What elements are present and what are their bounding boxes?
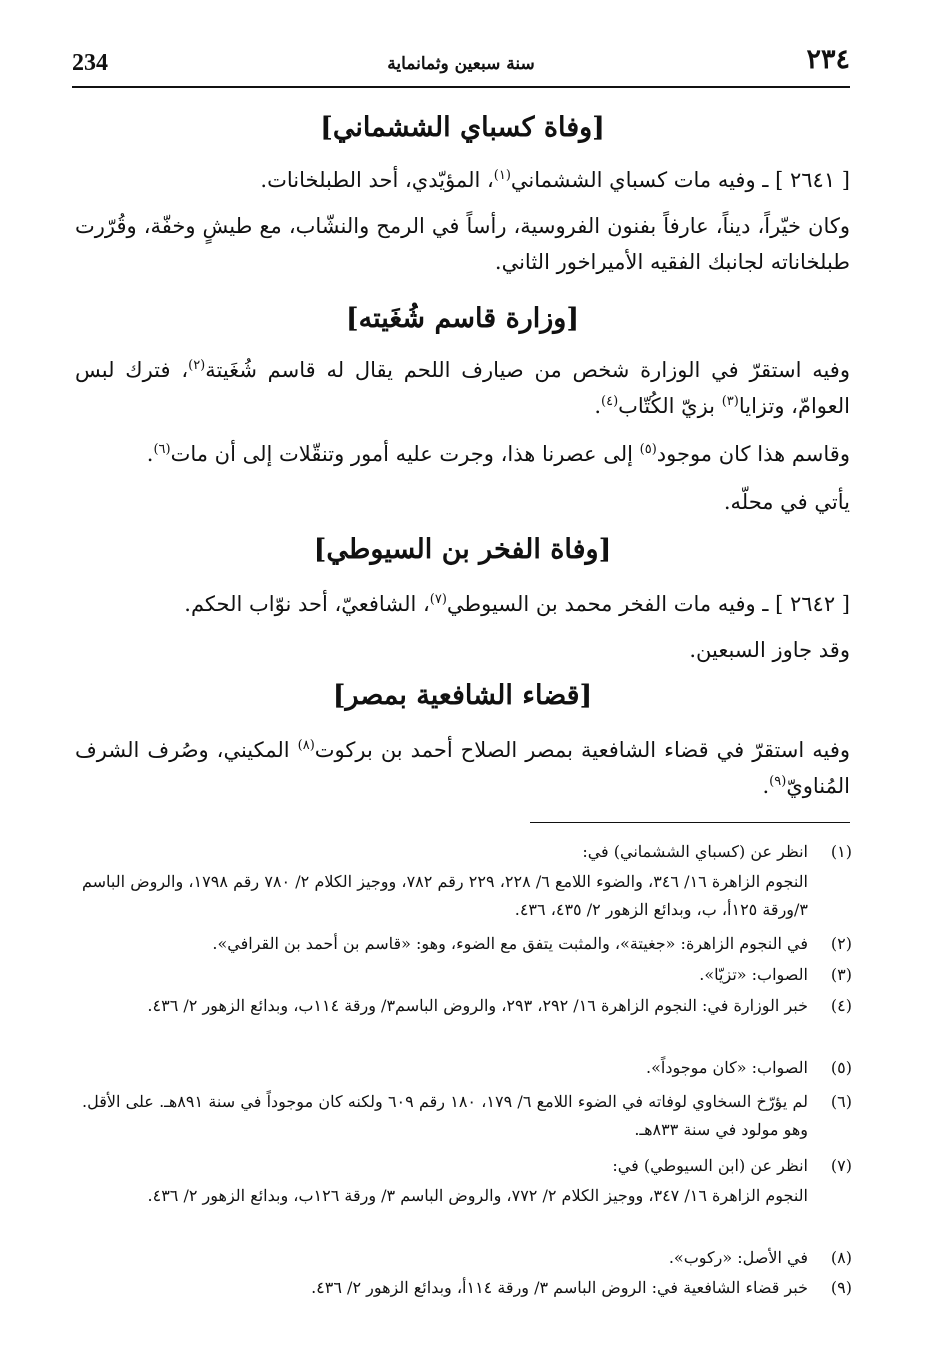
footnote-ref[interactable]: (٩) <box>769 774 787 789</box>
paragraph: وفيه استقرّ في الوزارة شخص من صيارف اللحم يقال له قاسم شُغَيتة$^{(٢)}$، فترك لبس العوامّ، وتزايا$^{(٣)}$ بزيّ الكُتّاب$^{(٤)}$. <box>75 358 850 418</box>
footnote-ref[interactable]: (٤) <box>601 394 619 409</box>
footnote-text: الصواب: «كان موجوداً». <box>646 1058 808 1077</box>
footnote-text: النجوم الزاهرة ١٦/ ٣٤٧، ووجيز الكلام ٢/ ٧٧٢، والروض الباسم ٣/ ورقة ١٢٦ب، وبدائع الزهور ٢/ ٤٣٦. <box>147 1186 808 1205</box>
section-heading: [وفاة كسباي الششماني] <box>320 112 605 143</box>
footnote-text: في النجوم الزاهرة: «جغيتة»، والمثبت يتفق مع الضوء، وهو: «قاسم بن أحمد بن القرافي». <box>212 934 808 953</box>
footnote-text: في الأصل: «ركوب». <box>668 1248 808 1267</box>
paragraph: وكان خيّراً، ديناً، عارفاً بفنون الفروسية، رأساً في الرمح والنشّاب، مع طيشٍ وخفّة، وقُرّرت طبلخاناته لجانبك الفقيه الأميراخور الثاني. <box>75 214 850 274</box>
section-heading: [قضاء الشافعية بمصر] <box>332 680 593 711</box>
section-heading: [وزارة قاسم شُغَيته] <box>345 303 580 334</box>
running-header <box>72 44 850 88</box>
footnote-number: (٢) <box>830 934 852 953</box>
footnote-ref[interactable]: (٢) <box>188 358 206 373</box>
footnote-ref[interactable]: (٨) <box>297 738 315 753</box>
footnote <box>82 838 852 866</box>
footnote-ref[interactable]: (٦) <box>153 442 171 457</box>
footnote-ref[interactable]: (٧) <box>429 592 447 607</box>
running-title: سنة سبعين وثمانماية <box>387 54 535 74</box>
footnote <box>82 930 852 958</box>
footnote <box>82 992 852 1020</box>
footnote-number: (٥) <box>830 1058 852 1077</box>
footnote-number: (٨) <box>830 1248 852 1267</box>
paragraph: وفيه استقرّ في قضاء الشافعية بمصر الصلاح أحمد بن بركوت$^{(٨)}$ المكيني، وصُرف الشرف المُناويّ$^{(٩)}$. <box>75 738 850 798</box>
footnote-text: لم يؤرّخ السخاوي لوفاته في الضوء اللامع ٦/ ١٧٩، ١٨٠ رقم ٦٠٩ ولكنه كان موجوداً في سنة ٨٩١هـ. على الأقل. وهو مولود في سنة ٨٣٣هـ. <box>82 1092 809 1139</box>
page-number-arabic: ٢٣٤ <box>806 44 850 75</box>
footnote-number: (٦) <box>830 1092 852 1111</box>
footnote-separator <box>530 822 850 823</box>
section-heading: [وفاة الفخر بن السيوطي] <box>313 534 612 565</box>
footnote <box>82 1152 852 1180</box>
footnote-number: (٤) <box>830 996 852 1015</box>
footnote-text: خبر قضاء الشافعية في: الروض الباسم ٣/ ورقة ١١٤أ، وبدائع الزهور ٢/ ٤٣٦. <box>311 1278 808 1297</box>
paragraph: [ ٢٦٤٢ ] ـ وفيه مات الفخر محمد بن السيوطي$^{(٧)}$، الشافعيّ، أحد نوّاب الحكم. <box>184 592 850 616</box>
footnote <box>82 1274 852 1302</box>
paragraph: [ ٢٦٤١ ] ـ وفيه مات كسباي الششماني$^{(١)}$، المؤيّدي، أحد الطبلخانات. <box>260 168 850 192</box>
footnote <box>82 1244 852 1272</box>
paragraph: وقاسم هذا كان موجود$^{(٥)}$ إلى عصرنا هذا، وجرت عليه أمور وتنقّلات إلى أن مات$^{(٦)}$. <box>146 442 850 466</box>
footnote-number: (٣) <box>830 965 852 984</box>
footnote <box>82 961 852 989</box>
footnote <box>82 1182 852 1210</box>
footnote <box>82 1054 852 1082</box>
footnote-number: (١) <box>830 842 852 861</box>
footnote-text: انظر عن (ابن السيوطي) في: <box>612 1156 808 1175</box>
footnote-text: الصواب: «تزيّا». <box>699 965 808 984</box>
footnote-ref[interactable]: (٣) <box>721 394 739 409</box>
footnote-text: خبر الوزارة في: النجوم الزاهرة ١٦/ ٢٩٢، ٢٩٣، والروض الباسم٣/ ورقة ١١٤ب، وبدائع الزهور ٢/ ٤٣٦. <box>147 996 808 1015</box>
header-rule <box>72 86 850 88</box>
footnote <box>82 1088 852 1144</box>
footnote-text: النجوم الزاهرة ١٦/ ٣٤٦، والضوء اللامع ٦/ ٢٢٨، ٢٢٩ رقم ٧٨٢، ووجيز الكلام ٢/ ٧٨٠ رقم ١٧٩٨، والروض الباسم ٣/ورقة ١٢٥أ، ب، وبدائع الزهور ٢/ ٤٣٥، ٤٣٦. <box>82 872 808 919</box>
footnote-text: انظر عن (كسباي الششماني) في: <box>582 842 808 861</box>
footnote <box>82 868 852 924</box>
footnote-number: (٩) <box>830 1278 852 1297</box>
paragraph: وقد جاوز السبعين. <box>689 638 850 662</box>
footnote-number: (٧) <box>830 1156 852 1175</box>
footnote-ref[interactable]: (١) <box>493 168 511 183</box>
footnote-ref[interactable]: (٥) <box>639 442 657 457</box>
page-number-latin: 234 <box>72 50 108 76</box>
paragraph: يأتي في محلّه. <box>723 490 850 514</box>
